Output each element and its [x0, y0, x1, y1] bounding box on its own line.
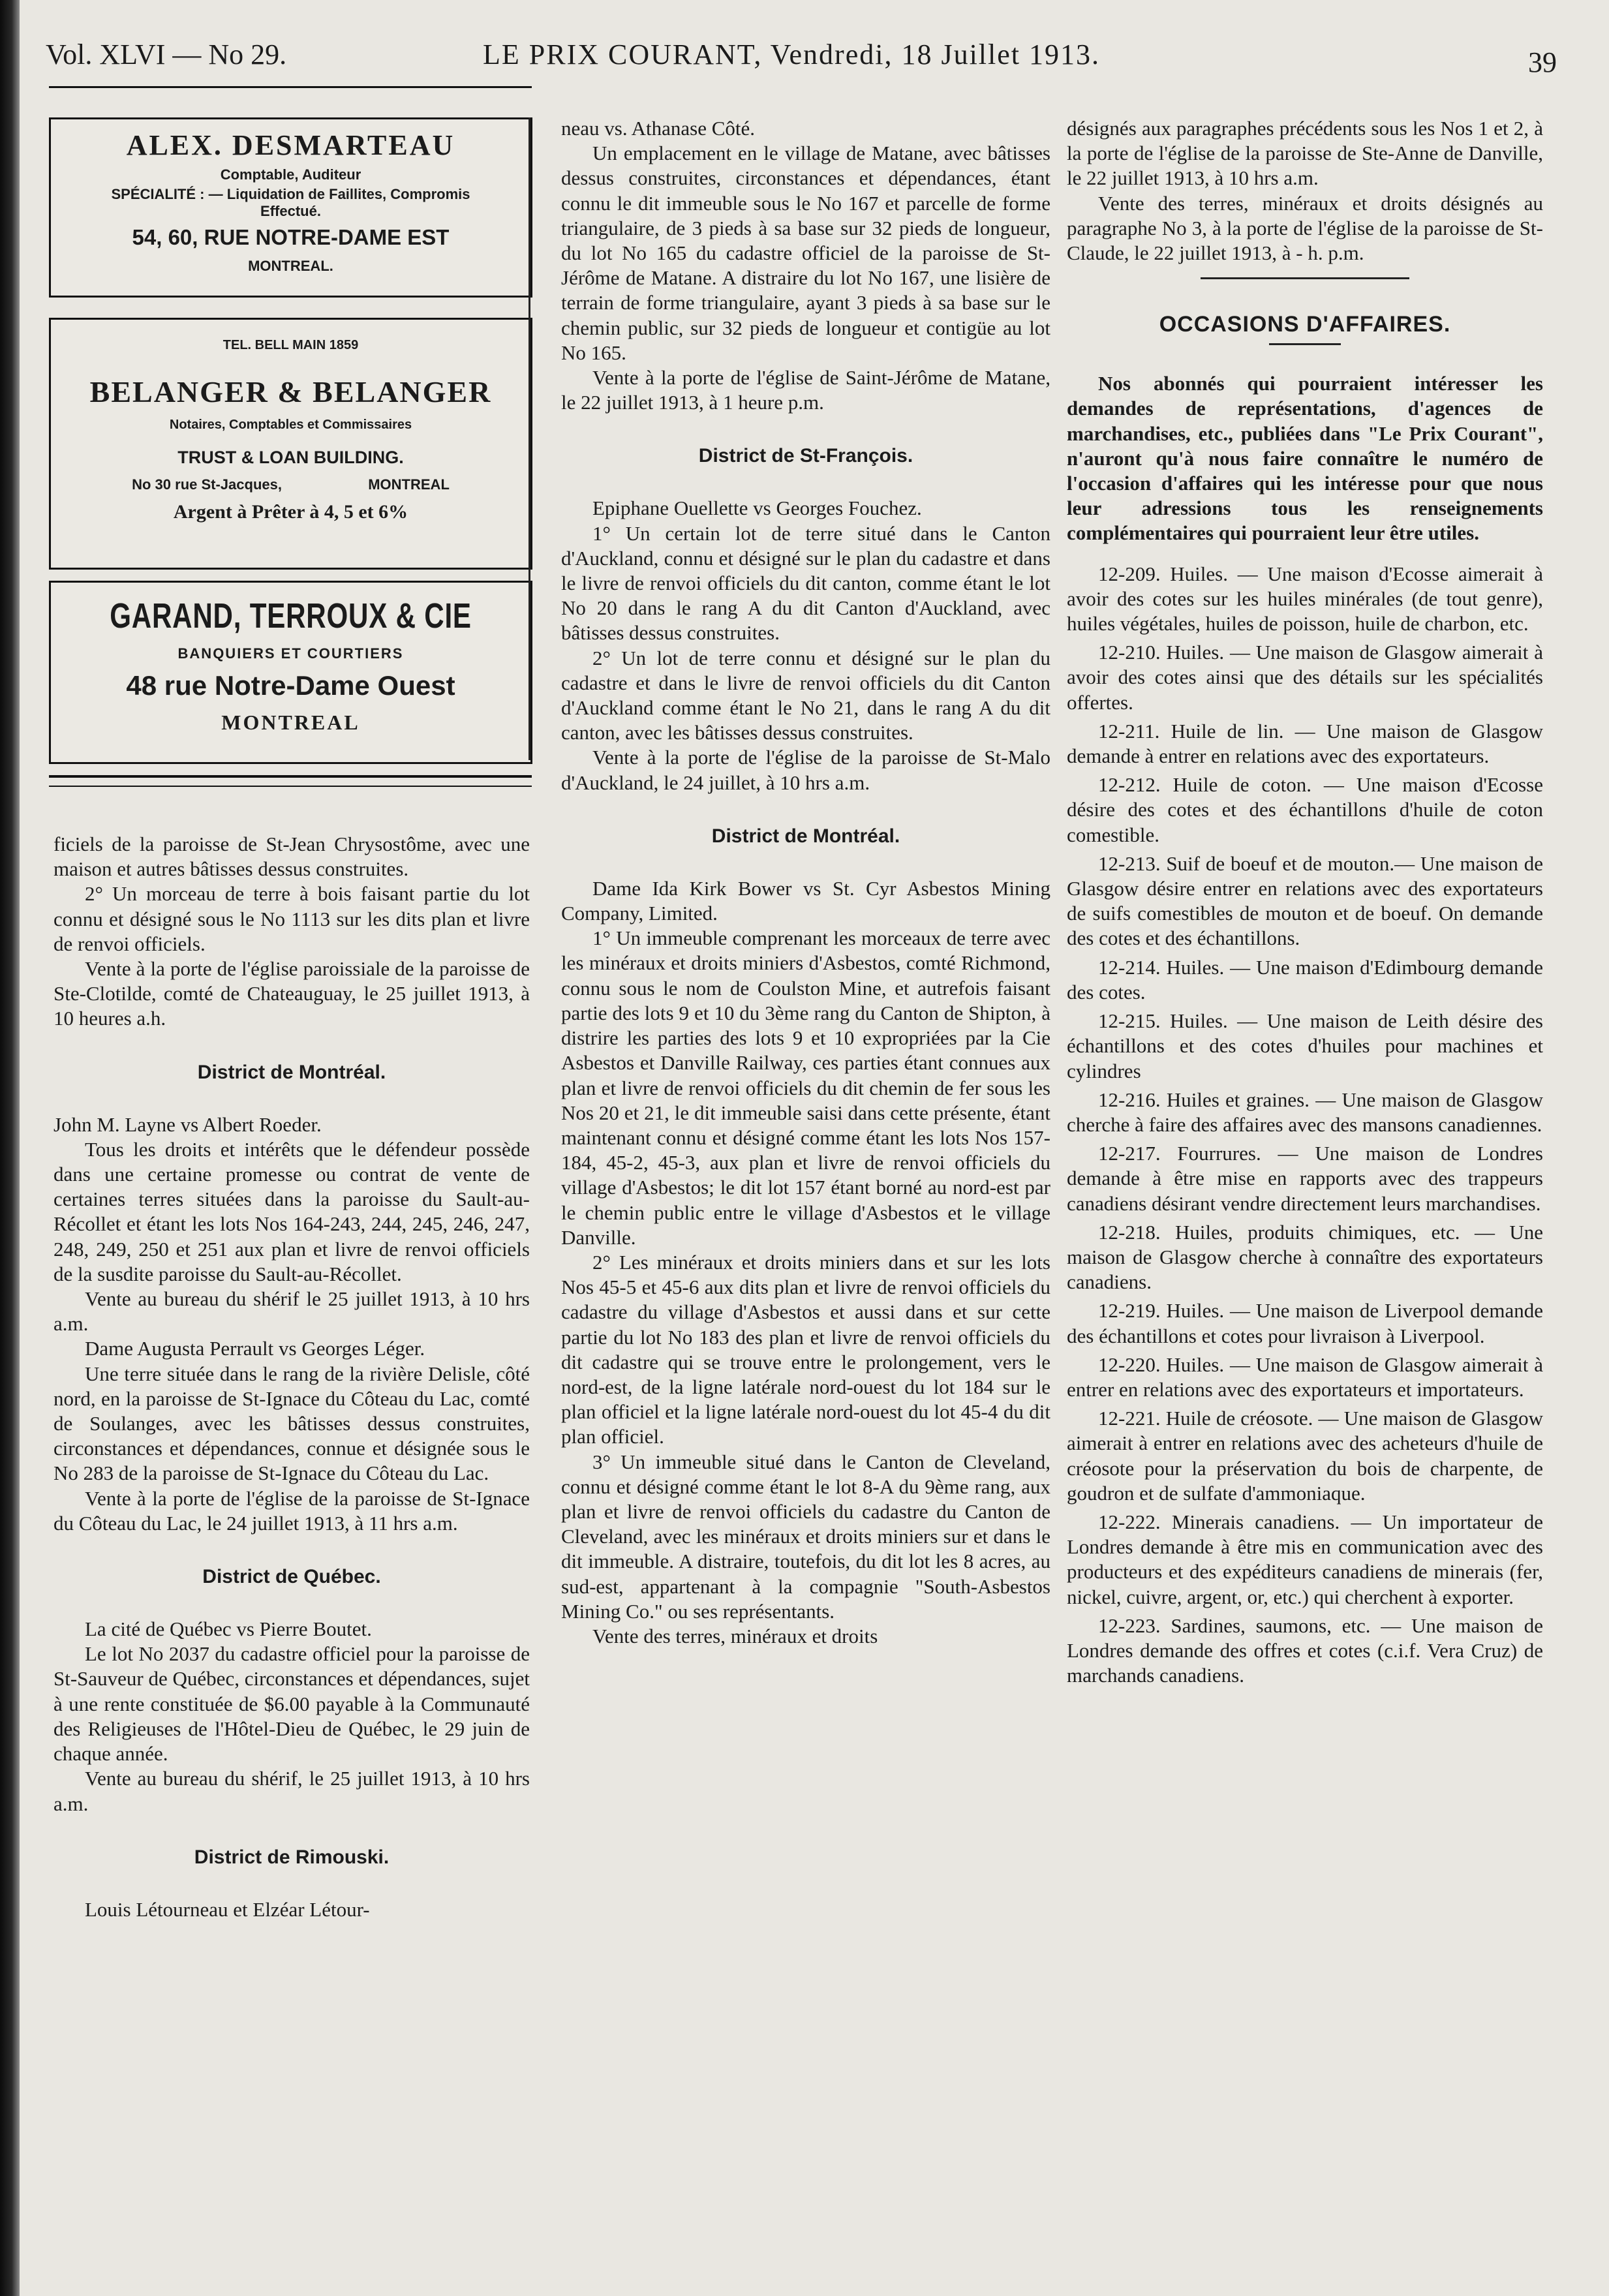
business-opportunity-item	[1067, 1009, 1543, 1084]
business-opportunity-text: 12-209. Huiles. — Une maison d'Ecosse aimerait à avoir des cotes sur les huiles minérales (de tout genre), huiles végétales, huiles de poisson, huile de charbon, etc.	[1067, 562, 1543, 635]
header-rule	[49, 86, 532, 88]
occasions-list	[1067, 562, 1543, 1689]
business-opportunity-text: 12-222. Minerais canadiens. — Un importateur de Londres demande à être mis en communication avec des producteurs et des expéditeurs canadiens de minerais (fer, nickel, cuivre, argent, or, etc.) qui cherchent à exporter.	[1067, 1510, 1543, 1608]
paragraph: John M. Layne vs Albert Roeder.	[54, 1112, 322, 1136]
ad-garand-city: MONTREAL	[221, 711, 360, 734]
paragraph: Une terre située dans le rang de la rivière Delisle, côté nord, en la paroisse de St-Ignace du Côteau du Lac, comté de Soulanges, avec les bâtisses dessus construites, circonstances et dépendances, connue et désignée sous le No 283 de la paroisse de St-Ignace du Côteau du Lac.	[54, 1362, 530, 1485]
ad-desmarteau-specialite: SPÉCIALITÉ : — Liquidation de Faillites, Compromis Effectué.	[111, 186, 470, 219]
business-opportunity-text: 12-219. Huiles. — Une maison de Liverpool demande des échantillons et cotes pour livraison à Liverpool.	[1067, 1299, 1543, 1347]
business-opportunity-item	[1067, 1353, 1543, 1402]
paragraph: 3° Un immeuble situé dans le Canton de Cleveland, connu et désigné comme étant le lot 8-A du 9ème rang, aux plan et livre de renvoi officiels du cadastre du Canton de Cleveland, avec les minéraux et droits miniers sur et dans le dit immeuble. A distraire, toutefois, du dit lot les 8 acres, au sud-est, appartenant à la compagnie "South-Asbestos Mining Co." ou ses représentants.	[561, 1450, 1050, 1623]
district-heading: District de Rimouski.	[194, 1846, 390, 1868]
business-opportunity-item	[1067, 1510, 1543, 1610]
paragraph: Vente à la porte de l'église de la paroisse de St-Ignace du Côteau du Lac, le 24 juillet 1913, à 11 hrs a.m.	[54, 1486, 530, 1535]
paragraph: Dame Ida Kirk Bower vs St. Cyr Asbestos Mining Company, Limited.	[561, 876, 1050, 925]
business-opportunity-item	[1067, 1406, 1543, 1506]
ads-bottom-rule-2	[49, 786, 532, 787]
ad-column-divider	[529, 117, 530, 760]
paragraph: 1° Un immeuble comprenant les morceaux de terre avec les minéraux et droits miniers d'Asbestos, comté Richmond, connu sous le nom de Coulston Mine, et autrefois faisant partie des lots 9 et 10 du 3ème rang du Canton de Shipton, à distrire les parties des lots 9 et 10 expropriées par la Cie Asbestos et Danville Railway, ces parties étant connues aux plan et livre de renvoi officiels du dit chemin de fer sous les Nos 20 et 21, le dit immeuble saisi dans cette présente, étant maintenant connu et désigné comme étant les lots Nos 157-184, 45-2, 45-3, aux plan et livre de renvoi officiels du village d'Asbestos; le dit lot 157 étant borné au nord-est par le chemin public entre le village d'Asbestos et le village Danville.	[561, 926, 1050, 1249]
paragraph: désignés aux paragraphes précédents sous les Nos 1 et 2, à la porte de l'église de la paroisse de Ste-Anne de Danville, le 22 juillet 1913, à 10 hrs a.m.	[1067, 117, 1543, 190]
business-opportunity-text: 12-217. Fourrures. — Une maison de Londres demande à être mise en rapports avec des trappeurs canadiens désirant vendre directement leurs marchandises.	[1067, 1142, 1543, 1215]
business-opportunity-text: 12-223. Sardines, saumons, etc. — Une maison de Londres demande des offres et cotes (c.i.f. Vera Cruz) de marchands canadiens.	[1067, 1614, 1543, 1687]
business-opportunity-item	[1067, 719, 1543, 769]
paragraph: Vente à la porte de l'église de Saint-Jérôme de Matane, le 22 juillet 1913, à 1 heure p.m.	[561, 366, 1050, 414]
column-3	[1067, 116, 1543, 1688]
business-opportunity-item	[1067, 955, 1543, 1005]
ad-belanger-address: No 30 rue St-Jacques,	[132, 476, 282, 493]
paragraph: Tous les droits et intérêts que le défendeur possède dans une certaine promesse ou contrat de vente de certaines terres situées dans la paroisse du Sault-au-Récollet et étant les lots Nos 164-243, 244, 245, 246, 247, 248, 249, 250 et 251 aux plan et livre de renvoi officiels de la susdite paroisse du Sault-au-Récollet.	[54, 1137, 530, 1285]
paragraph: Louis Létourneau et Elzéar Létour-	[85, 1897, 370, 1921]
ad-belanger-city: MONTREAL	[368, 476, 450, 493]
ad-desmarteau-address: 54, 60, RUE NOTRE-DAME EST	[132, 225, 450, 249]
ad-garand-role: BANQUIERS ET COURTIERS	[177, 645, 404, 662]
paragraph: Un emplacement en le village de Matane, avec bâtisses dessus construites, circonstances et dépendances, étant connu le dit immeuble sous le No 167 et parcelle de forme triangulaire, de 3 pieds à sa base sur 32 pieds de longueur, du lot No 165 du cadastre officiel de la paroisse de St-Jérôme de Matane. A distraire du lot No 167, une lisière de terrain de forme triangulaire, ayant 3 pieds à sa base sur le chemin public, sur 32 pieds de longueur et contigüe au lot No 165.	[561, 142, 1050, 364]
district-heading: District de Montréal.	[711, 825, 900, 847]
ad-desmarteau-city: MONTREAL.	[248, 258, 333, 274]
paragraph: Vente des terres, minéraux et droits désignés au paragraphe No 3, à la porte de l'église de la paroisse de St-Claude, le 22 juillet 1913, à - h. p.m.	[1067, 191, 1543, 265]
ad-belanger-role: Notaires, Comptables et Commissaires	[169, 418, 412, 432]
column-2	[561, 116, 1050, 1649]
business-opportunity-text: 12-210. Huiles. — Une maison de Glasgow aimerait à avoir des cotes ainsi que des détails sur les spécialités offertes.	[1067, 641, 1543, 714]
ad-garand-address: 48 rue Notre-Dame Ouest	[126, 670, 455, 701]
ad-belanger-address-line	[51, 476, 530, 493]
column-1	[54, 832, 530, 1922]
ad-garand-name: GARAND, TERROUX & CIE	[110, 596, 472, 635]
paragraph: 2° Les minéraux et droits miniers dans et sur les lots Nos 45-5 et 45-6 aux dits plan et livre de renvoi officiels du cadastre du village d'Asbestos et aussi dans et sur cette partie du lot No 183 des plan et livre de renvoi officiels du dit cadastre qui se trouve entre le prolongement, vers le nord-est, de la ligne latérale nord-ouest du lot 184 sur le plan officiel et la ligne latérale nord-ouest du lot 45-4 du dit plan officiel.	[561, 1250, 1050, 1448]
ad-desmarteau	[49, 117, 532, 298]
ad-belanger-money: Argent à Prêter à 4, 5 et 6%	[173, 501, 408, 523]
page-header	[46, 33, 1583, 85]
paragraph: Vente à la porte de l'église paroissiale de la paroisse de Ste-Clotilde, comté de Chateauguay, le 25 juillet 1913, à 10 heures a.h.	[54, 957, 530, 1030]
ad-garand	[49, 581, 532, 764]
business-opportunity-text: 12-211. Huile de lin. — Une maison de Glasgow demande à entrer en relations avec des exportateurs.	[1067, 719, 1543, 768]
business-opportunity-item	[1067, 1298, 1543, 1348]
occasions-intro: Nos abonnés qui pourraient intéresser les demandes de représentations, d'agences de marchandises, etc., publiées dans "Le Prix Courant", n'auront qu'à nous faire connaître le numéro de l'occasion d'affaires qui les intéresse pour que nous leur adressions tous les renseignements complémentaires qui pourraient leur être utiles.	[1067, 372, 1543, 545]
business-opportunity-item	[1067, 562, 1543, 637]
volume-number: Vol. XLVI — No 29.	[46, 38, 287, 70]
ad-belanger-name: BELANGER & BELANGER	[89, 375, 492, 408]
paragraph: Le lot No 2037 du cadastre officiel pour la paroisse de St-Sauveur de Québec, circonstances et dépendances, sujet à une rente constituée de $6.00 payable à la Communauté des Religieuses de l'Hôtel-Dieu de Québec, le 29 juin de chaque année.	[54, 1642, 530, 1766]
ads-bottom-rule	[49, 775, 532, 778]
ad-desmarteau-role: Comptable, Auditeur	[220, 166, 361, 183]
page-binding-edge	[0, 0, 20, 2296]
paragraph: Vente au bureau du shérif, le 25 juillet 1913, à 10 hrs a.m.	[54, 1767, 530, 1815]
paragraph: Epiphane Ouellette vs Georges Fouchez.	[592, 497, 922, 520]
business-opportunity-text: 12-215. Huiles. — Une maison de Leith désire des échantillons et des cotes d'huiles pour machines et cylindres	[1067, 1009, 1543, 1082]
ad-belanger-building: TRUST & LOAN BUILDING.	[177, 448, 404, 467]
district-heading: District de Québec.	[202, 1566, 381, 1588]
occasions-title: OCCASIONS D'AFFAIRES.	[1159, 312, 1451, 337]
business-opportunity-item	[1067, 1141, 1543, 1216]
business-opportunity-text: 12-212. Huile de coton. — Une maison d'Ecosse désire des cotes et des échantillons d'huile de coton comestible.	[1067, 773, 1543, 846]
district-heading: District de St-François.	[698, 445, 913, 467]
business-opportunity-text: 12-218. Huiles, produits chimiques, etc. — Une maison de Glasgow cherche à connaître des exportateurs canadiens.	[1067, 1220, 1543, 1294]
district-heading: District de Montréal.	[197, 1061, 386, 1083]
business-opportunity-text: 12-214. Huiles. — Une maison d'Edimbourg demande des cotes.	[1067, 955, 1543, 1003]
business-opportunity-text: 12-221. Huile de créosote. — Une maison de Glasgow aimerait à entrer en relations avec des acheteurs d'huile de créosote pour la préservation du bois de charpente, de goudron et de sulfate d'ammoniaque.	[1067, 1407, 1543, 1505]
business-opportunity-text: 12-220. Huiles. — Une maison de Glasgow aimerait à entrer en relations avec des exportateurs et importateurs.	[1067, 1353, 1543, 1401]
paragraph: Vente au bureau du shérif le 25 juillet 1913, à 10 hrs a.m.	[54, 1287, 530, 1336]
column-3-top-notices	[1067, 116, 1543, 266]
paragraph: Dame Augusta Perrault vs Georges Léger.	[85, 1337, 425, 1360]
business-opportunity-item	[1067, 1220, 1543, 1295]
paragraph: neau vs. Athanase Côté.	[561, 117, 756, 140]
paragraph: 1° Un certain lot de terre situé dans le Canton d'Auckland, connu et désigné sur le plan du cadastre et dans le livre de renvoi officiels du dit canton, comme étant le lot No 20 dans le rang A du dit Canton d'Auckland, avec bâtisses dessus construites.	[561, 521, 1050, 645]
paragraph: La cité de Québec vs Pierre Boutet.	[85, 1617, 372, 1641]
paragraph: Vente des terres, minéraux et droits	[592, 1624, 878, 1647]
ad-desmarteau-name: ALEX. DESMARTEAU	[126, 129, 455, 161]
paragraph: 2° Un morceau de terre à bois faisant partie du lot connu et désigné sous le No 1113 sur les dits plan et livre de renvoi officiels.	[54, 882, 530, 955]
ad-belanger-tel: TEL. BELL MAIN 1859	[222, 338, 359, 352]
business-opportunity-text: 12-213. Suif de boeuf et de mouton.— Une maison de Glasgow désire entrer en relations avec des exportateurs de suifs comestibles de mouton et de boeuf. On demande des cotes et des échantillons.	[1067, 851, 1543, 950]
business-opportunity-item	[1067, 851, 1543, 951]
occasions-title-rule	[1269, 343, 1341, 345]
journal-title: LE PRIX COURANT, Vendredi, 18 Juillet 1913.	[483, 38, 1100, 70]
business-opportunity-item	[1067, 1614, 1543, 1689]
section-rule	[1201, 277, 1409, 279]
business-opportunity-item	[1067, 773, 1543, 848]
business-opportunity-text: 12-216. Huiles et graines. — Une maison de Glasgow cherche à faire des affaires avec des mansons canadiennes.	[1067, 1088, 1543, 1136]
page-number: 39	[1528, 46, 1557, 78]
paragraph: ficiels de la paroisse de St-Jean Chrysostôme, avec une maison et autres bâtisses dessus construites.	[54, 833, 530, 881]
paragraph: 2° Un lot de terre connu et désigné sur le plan du cadastre et dans le livre de renvoi officiels du dit Canton d'Auckland comme étant le No 21, dans le rang A du dit canton, avec les bâtisses dessus construites.	[561, 646, 1050, 744]
business-opportunity-item	[1067, 1088, 1543, 1137]
ad-belanger	[49, 318, 532, 570]
paragraph: Vente à la porte de l'église de la paroisse de St-Malo d'Auckland, le 24 juillet, à 10 hrs a.m.	[561, 746, 1050, 794]
business-opportunity-item	[1067, 640, 1543, 715]
